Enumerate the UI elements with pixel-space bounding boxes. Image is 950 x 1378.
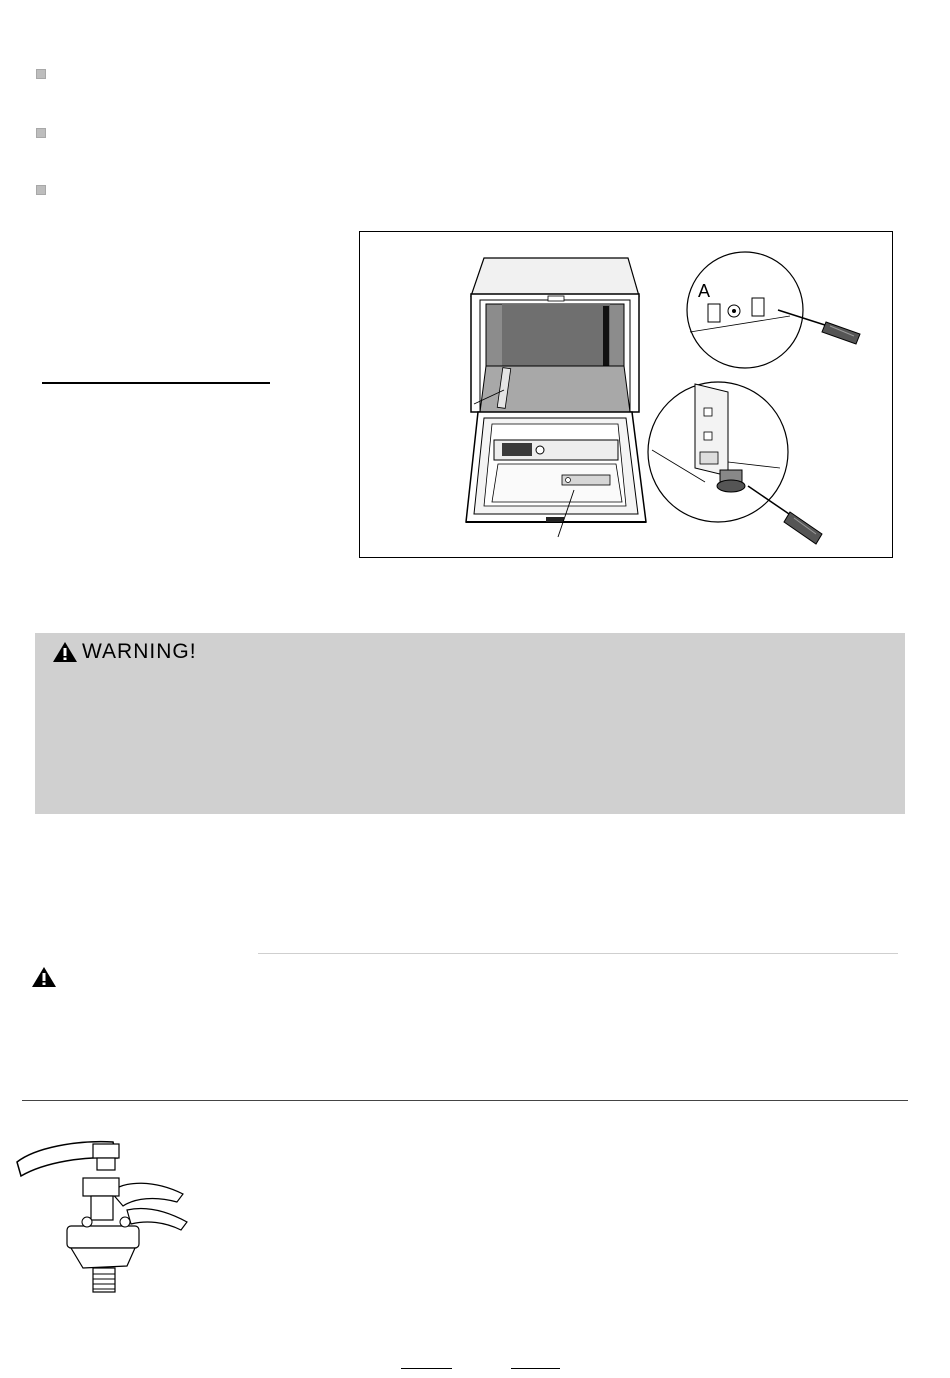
faucet-inlet-illustration (15, 1118, 190, 1298)
inset-a-label: A (698, 281, 711, 301)
bullet-icon (36, 185, 46, 195)
warning-triangle-icon (31, 966, 57, 988)
faint-divider (258, 953, 898, 954)
warning-title: WARNING! (82, 640, 197, 663)
bullet-icon (36, 128, 46, 138)
dishwasher-installation-figure (359, 231, 893, 558)
section-underline (42, 382, 270, 384)
footer-underline (401, 1368, 452, 1369)
section-divider (22, 1100, 908, 1101)
warning-heading (52, 640, 197, 664)
footer-underline (511, 1368, 560, 1369)
dishwasher-illustration (360, 232, 894, 559)
bullet-icon (36, 69, 46, 79)
warning-triangle-icon (52, 641, 78, 663)
